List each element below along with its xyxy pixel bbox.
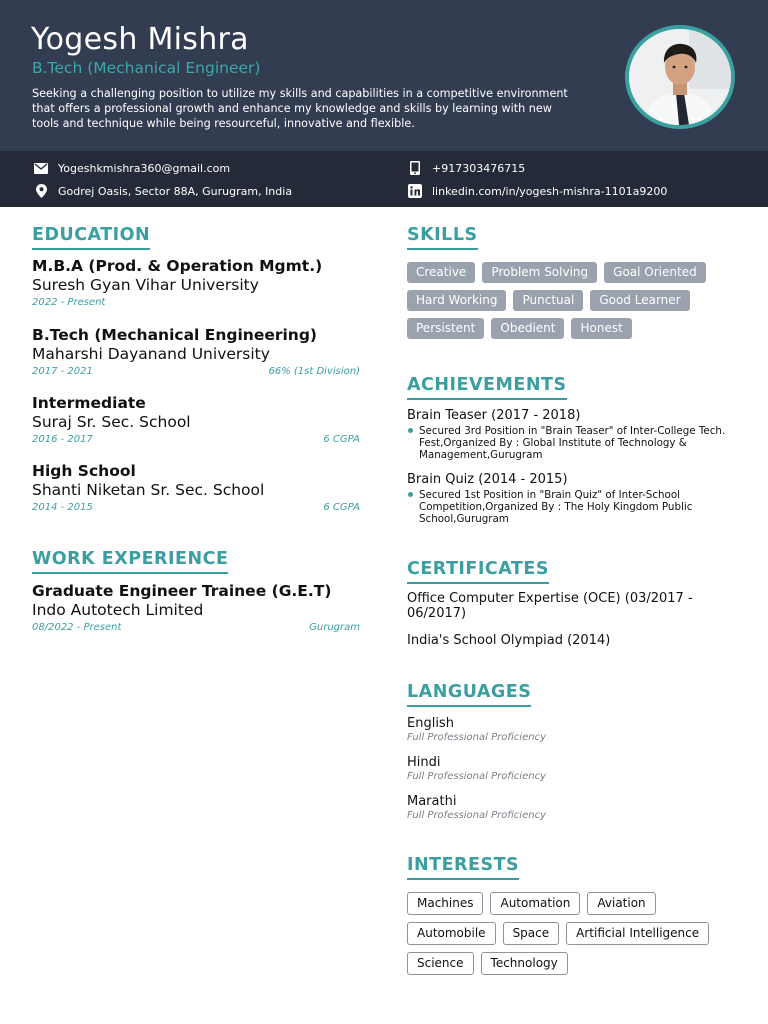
- contact-email[interactable]: [34, 161, 230, 175]
- achievement-title: Brain Quiz (2014 - 2015): [407, 472, 568, 487]
- contact-address: [34, 184, 292, 198]
- education-entry: [32, 326, 360, 377]
- location-pin-icon: [34, 184, 48, 198]
- company-name: Indo Autotech Limited: [32, 601, 204, 619]
- skill-tag: Good Learner: [590, 290, 689, 311]
- work-dates: 08/2022 - Present: [32, 622, 122, 633]
- phone-text: +917303476715: [432, 161, 526, 175]
- education-dates: 2022 - Present: [32, 297, 106, 308]
- envelope-icon: [34, 161, 48, 175]
- work-location: Gurugram: [309, 622, 360, 633]
- education-entry: [32, 462, 360, 513]
- resume-header: [0, 0, 768, 151]
- achievements-heading: ACHIEVEMENTS: [407, 375, 567, 400]
- address-text: Godrej Oasis, Sector 88A, Gurugram, India: [58, 184, 293, 198]
- education-dates: 2017 - 2021: [32, 366, 93, 377]
- degree-title: High School: [32, 462, 136, 480]
- summary-text: Seeking a challenging position to utilize my skills and capabilities in a competitive environment that offers a professional growth and enhance my knowledge and skills by learning with new tools and technique while being resourceful, innovative and flexible.: [32, 87, 568, 130]
- interest-tag: Aviation: [587, 892, 655, 915]
- achievement-description: Secured 3rd Position in "Brain Teaser" of Inter-College Tech. Fest,Organized By : Global Institute of Technology & Management,Gurugram: [419, 425, 726, 461]
- skill-tag: Persistent: [407, 318, 484, 339]
- interest-tag: Machines: [407, 892, 483, 915]
- phone-icon: [408, 161, 422, 175]
- work-heading: WORK EXPERIENCE: [32, 549, 228, 574]
- candidate-title: B.Tech (Mechanical Engineer): [32, 59, 261, 77]
- interest-tag: Technology: [481, 952, 568, 975]
- contact-linkedin[interactable]: [408, 184, 667, 198]
- interest-tag: Artificial Intelligence: [566, 922, 709, 945]
- institution-name: Suresh Gyan Vihar University: [32, 276, 259, 294]
- education-entry: [32, 394, 360, 445]
- interest-tag: Space: [503, 922, 560, 945]
- contact-phone[interactable]: [408, 161, 525, 175]
- linkedin-text: linkedin.com/in/yogesh-mishra-1101a9200: [432, 184, 668, 198]
- job-role: Graduate Engineer Trainee (G.E.T): [32, 582, 332, 600]
- certificate-item: Office Computer Expertise (OCE) (03/2017 - 06/2017): [407, 591, 693, 621]
- degree-title: B.Tech (Mechanical Engineering): [32, 326, 318, 344]
- profile-photo: [625, 25, 735, 129]
- education-grade: 66% (1st Division): [268, 366, 360, 377]
- institution-name: Shanti Niketan Sr. Sec. School: [32, 481, 265, 499]
- interest-tag: Automobile: [407, 922, 496, 945]
- institution-name: Maharshi Dayanand University: [32, 345, 270, 363]
- education-grade: 6 CGPA: [323, 434, 360, 445]
- achievement-title: Brain Teaser (2017 - 2018): [407, 408, 581, 423]
- achievement-description: Secured 1st Position in "Brain Quiz" of Inter-School Competition,Organized By : The Holy Kingdom Public School,Gurugram: [419, 489, 693, 525]
- language-entry: [407, 716, 546, 743]
- certificates-heading: CERTIFICATES: [407, 559, 549, 584]
- work-entry: [32, 582, 360, 633]
- language-name: Hindi: [407, 755, 441, 770]
- skill-tag: Goal Oriented: [604, 262, 706, 283]
- language-proficiency: Full Professional Proficiency: [407, 810, 546, 821]
- skills-heading: SKILLS: [407, 225, 478, 250]
- skill-tag: Obedient: [491, 318, 564, 339]
- interest-tag: Science: [407, 952, 474, 975]
- interest-tag: Automation: [490, 892, 580, 915]
- language-name: English: [407, 716, 454, 731]
- interests-list: [407, 892, 747, 982]
- profile-photo-image: [629, 29, 731, 125]
- skill-tag: Punctual: [513, 290, 583, 311]
- bullet-icon: [408, 492, 413, 497]
- skill-tag: Creative: [407, 262, 475, 283]
- language-name: Marathi: [407, 794, 457, 809]
- certificate-item: India's School Olympiad (2014): [407, 633, 611, 648]
- bullet-icon: [408, 428, 413, 433]
- degree-title: Intermediate: [32, 394, 146, 412]
- education-heading: EDUCATION: [32, 225, 150, 250]
- achievement-entry: [407, 472, 742, 525]
- education-entry: [32, 257, 360, 308]
- skills-list: [407, 262, 737, 346]
- institution-name: Suraj Sr. Sec. School: [32, 413, 191, 431]
- education-dates: 2014 - 2015: [32, 502, 93, 513]
- degree-title: M.B.A (Prod. & Operation Mgmt.): [32, 257, 323, 275]
- education-grade: 6 CGPA: [323, 502, 360, 513]
- skill-tag: Honest: [571, 318, 631, 339]
- achievement-entry: [407, 408, 742, 461]
- languages-heading: LANGUAGES: [407, 682, 531, 707]
- contact-bar: [0, 151, 768, 207]
- linkedin-icon: [408, 184, 422, 198]
- language-proficiency: Full Professional Proficiency: [407, 732, 546, 743]
- email-text: Yogeshkmishra360@gmail.com: [58, 161, 231, 175]
- interests-heading: INTERESTS: [407, 855, 519, 880]
- candidate-name: Yogesh Mishra: [31, 22, 249, 57]
- language-entry: [407, 794, 546, 821]
- language-entry: [407, 755, 546, 782]
- skill-tag: Problem Solving: [482, 262, 597, 283]
- education-dates: 2016 - 2017: [32, 434, 93, 445]
- language-proficiency: Full Professional Proficiency: [407, 771, 546, 782]
- skill-tag: Hard Working: [407, 290, 506, 311]
